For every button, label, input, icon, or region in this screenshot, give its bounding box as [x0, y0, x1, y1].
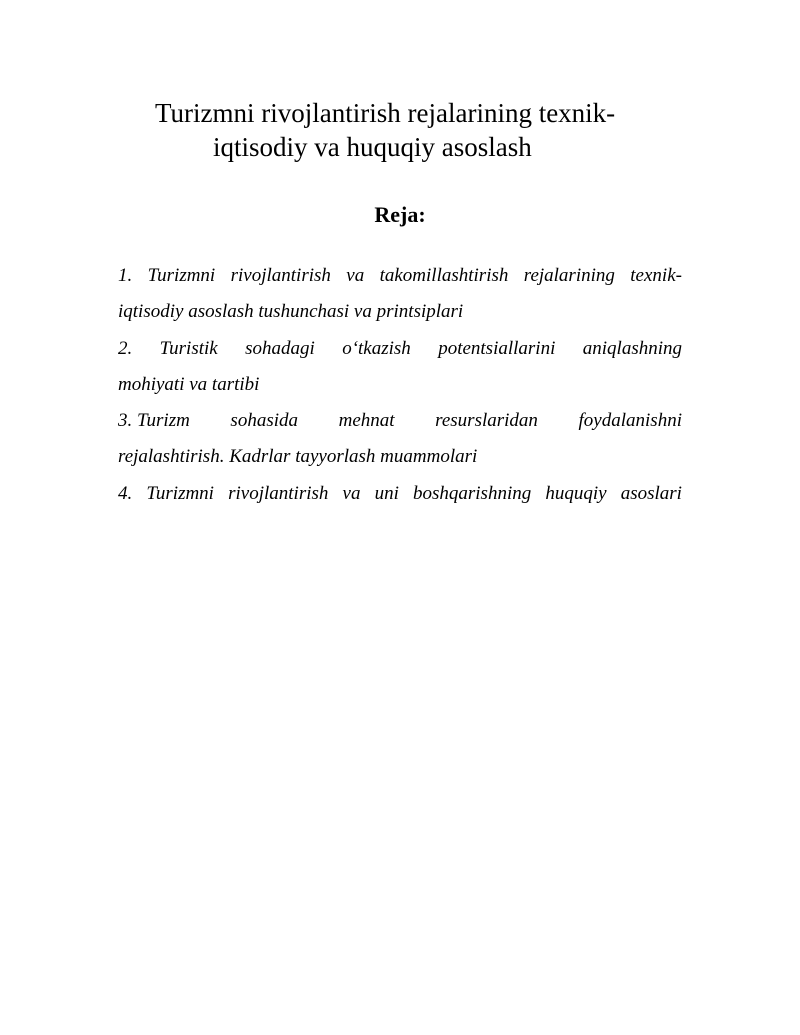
plan-item-1 [118, 258, 682, 331]
plan-item-1-line-2: iqtisodiy asoslash tushunchasi va printsiplari [118, 301, 464, 323]
document-title-line-2: iqtisodiy va huquqiy asoslash [213, 132, 532, 162]
plan-heading: Reja: [374, 202, 426, 227]
word: va [342, 482, 361, 504]
word: uni [374, 482, 399, 504]
word: rejalarining [523, 265, 615, 286]
plan-item-2-line-1 [118, 331, 682, 367]
word: rivojlantirish [228, 482, 329, 504]
word: Turizmni [147, 265, 216, 286]
document-title-line-1: Turizmni rivojlantirish rejalarining texnik- [155, 98, 616, 128]
plan-item-3-line-2: rejalashtirish. Kadrlar tayyorlash muammolari [118, 446, 478, 468]
word: sohasida [230, 410, 298, 432]
word: o‘tkazish [342, 337, 411, 359]
plan-item-1-line-1 [118, 258, 682, 294]
plan-item-2-line-2: mohiyati va tartibi [118, 373, 260, 395]
word: resurslaridan [435, 410, 538, 432]
word: mehnat [338, 410, 395, 432]
plan-item-4 [118, 476, 682, 512]
word: asoslari [620, 482, 682, 504]
plan-item-4-line-1 [118, 476, 682, 512]
word: va [346, 265, 365, 286]
plan-item-2 [118, 331, 682, 404]
word: potentsiallarini [438, 337, 556, 359]
word: 4. [118, 482, 133, 504]
plan-item-3 [118, 403, 682, 476]
word: texnik- [630, 265, 682, 286]
word: foydalanishni [578, 410, 682, 432]
word: 3. Turizm [118, 410, 190, 432]
word: takomillashtirish [379, 265, 509, 286]
word: rivojlantirish [230, 265, 331, 286]
word: 1. [118, 265, 133, 286]
word: huquqiy [545, 482, 607, 504]
word: boshqarishning [412, 482, 532, 504]
plan-item-3-line-1 [118, 403, 682, 439]
word: Turistik [159, 337, 218, 359]
plan-list [118, 258, 682, 512]
word: 2. [118, 337, 133, 359]
word: aniqlashning [582, 337, 682, 359]
word: Turizmni [146, 482, 214, 504]
word: sohadagi [245, 337, 315, 359]
